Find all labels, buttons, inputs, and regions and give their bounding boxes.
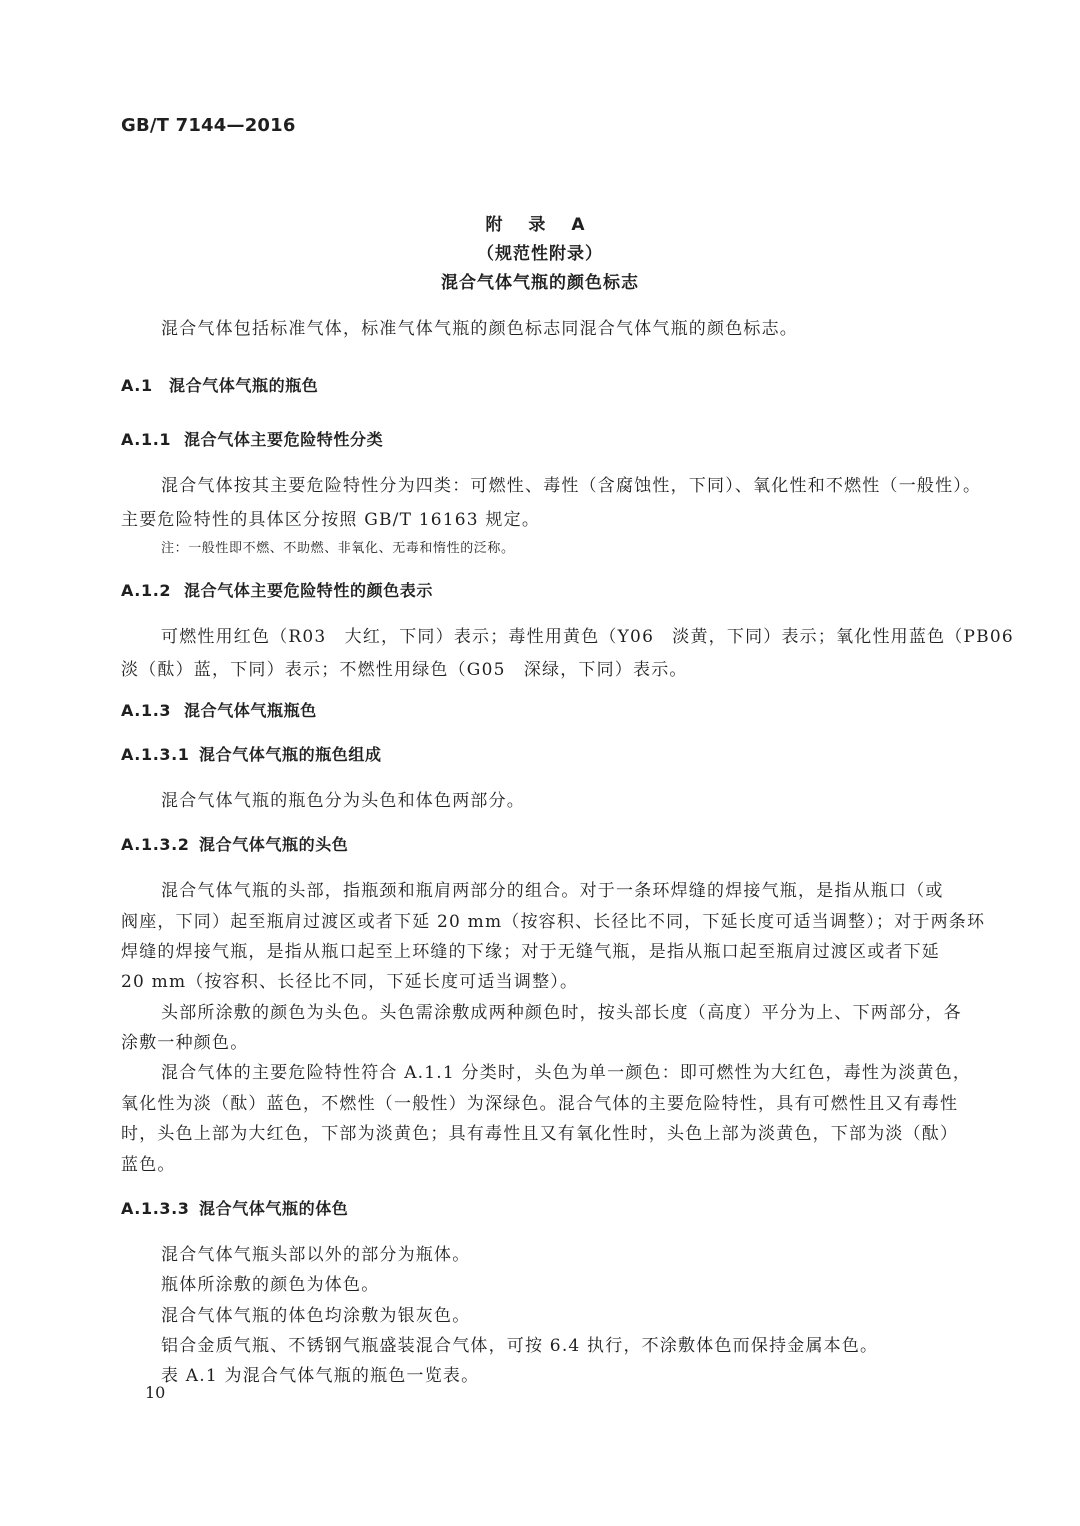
section-title: 混合气体气瓶的瓶色 [169,376,319,395]
note-text: 注：一般性即不燃、不助燃、非氧化、无毒和惰性的泛称。 [161,541,515,556]
paragraph-line: 混合气体气瓶头部以外的部分为瓶体。 [161,1245,471,1265]
standard-id: GB/T 7144—2016 [121,115,296,136]
section-number: A.1.3.1 [121,745,190,764]
paragraph-line: 淡（酞）蓝，下同）表示；不燃性用绿色（G05 深绿，下同）表示。 [121,660,688,680]
section-heading-a1-3 [121,698,317,721]
section-heading-a1-3-3 [121,1196,348,1219]
section-number: A.1.2 [121,581,172,600]
paragraph-line: 时，头色上部为大红色，下部为淡黄色；具有毒性且又有氧化性时，头色上部为淡黄色，下部为淡（酞） [121,1124,959,1144]
section-title: 混合气体气瓶的瓶色组成 [199,745,382,764]
paragraph-line: 混合气体按其主要危险特性分为四类：可燃性、毒性（含腐蚀性，下同）、氧化性和不燃性（一般性）。 [161,476,982,496]
paragraph-line: 瓶体所涂敷的颜色为体色。 [161,1275,380,1295]
section-heading-a1-3-1 [121,742,382,765]
section-heading-a1-3-2 [121,832,348,855]
section-heading-a1-1 [121,427,383,450]
paragraph-line: 混合气体的主要危险特性符合 A.1.1 分类时，头色为单一颜色：即可燃性为大红色，毒性为淡黄色， [161,1063,972,1083]
paragraph-line: 蓝色。 [121,1155,176,1175]
section-number: A.1.3 [121,701,172,720]
paragraph-line: 主要危险特性的具体区分按照 GB/T 16163 规定。 [121,510,541,530]
section-number: A.1 [121,376,153,395]
section-number: A.1.1 [121,430,172,449]
paragraph-line: 焊缝的焊接气瓶，是指从瓶口起至上环缝的下缘；对于无缝气瓶，是指从瓶口起至瓶肩过渡区或者下延 [121,942,940,962]
paragraph-line: 混合气体气瓶的头部，指瓶颈和瓶肩两部分的组合。对于一条环焊缝的焊接气瓶，是指从瓶口（或 [161,881,944,901]
paragraph-line: 可燃性用红色（R03 大红，下同）表示；毒性用黄色（Y06 淡黄，下同）表示；氧化性用蓝色（PB06 [161,627,1014,647]
paragraph-line: 表 A.1 为混合气体气瓶的瓶色一览表。 [161,1366,480,1386]
paragraph-line: 阀座，下同）起至瓶肩过渡区或者下延 20 mm（按容积、长径比不同，下延长度可适当调整）；对于两条环 [121,912,986,932]
paragraph-line: 混合气体气瓶的体色均涂敷为银灰色。 [161,1306,471,1326]
page-number: 10 [145,1383,166,1402]
paragraph-line: 20 mm（按容积、长径比不同，下延长度可适当调整）。 [121,972,579,992]
paragraph-line: 头部所涂敷的颜色为头色。头色需涂敷成两种颜色时，按头部长度（高度）平分为上、下两部分，各 [161,1003,962,1023]
section-title: 混合气体气瓶的体色 [199,1199,349,1218]
annex-name: 混合气体气瓶的颜色标志 [441,273,639,293]
paragraph-line: 氧化性为淡（酞）蓝色，不燃性（一般性）为深绿色。混合气体的主要危险特性，具有可燃性且又有毒性 [121,1094,959,1114]
paragraph-line: 涂敷一种颜色。 [121,1033,249,1053]
section-number: A.1.3.3 [121,1199,190,1218]
section-number: A.1.3.2 [121,835,190,854]
section-title: 混合气体主要危险特性分类 [184,430,384,449]
annex-type: （规范性附录） [477,244,603,264]
annex-title: 附 录 A [485,215,595,235]
section-title: 混合气体气瓶瓶色 [184,701,317,720]
section-heading-a1-2 [121,578,433,601]
intro-paragraph: 混合气体包括标准气体，标准气体气瓶的颜色标志同混合气体气瓶的颜色标志。 [161,319,798,339]
section-title: 混合气体气瓶的头色 [199,835,349,854]
section-heading-a1 [121,373,318,396]
paragraph-line: 铝合金质气瓶、不锈钢气瓶盛装混合气体，可按 6.4 执行，不涂敷体色而保持金属本色。 [161,1336,879,1356]
paragraph-line: 混合气体气瓶的瓶色分为头色和体色两部分。 [161,791,525,811]
section-title: 混合气体主要危险特性的颜色表示 [184,581,434,600]
